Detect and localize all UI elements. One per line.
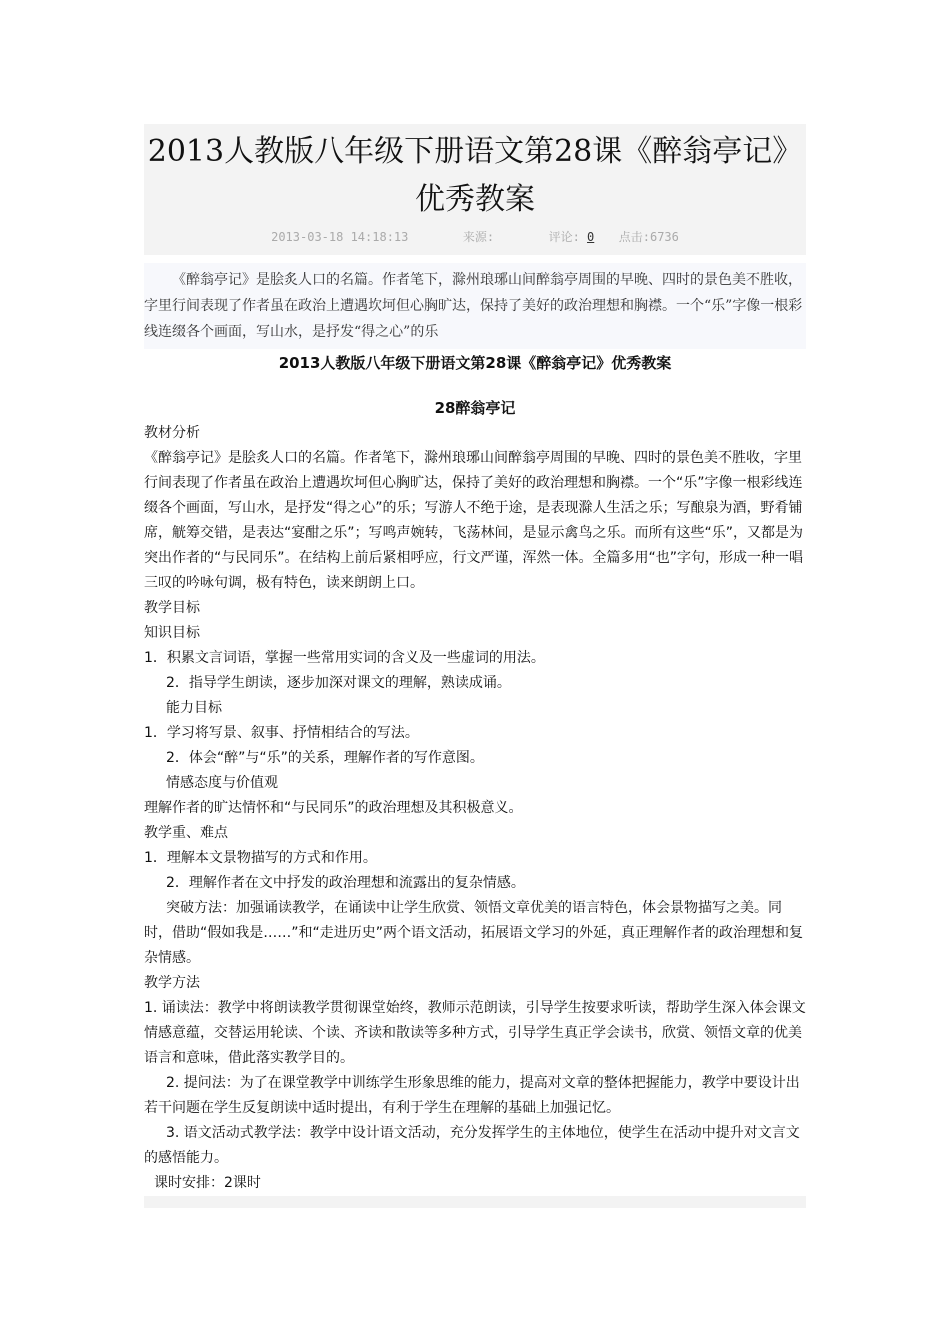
section-label: 情感态度与价值观 <box>166 775 278 791</box>
list-item: 1．学习将写景、叙事、抒情相结合的写法。 <box>144 725 419 741</box>
list-item: 1．积累文言词语，掌握一些常用实词的含义及一些虚词的用法。 <box>144 650 545 666</box>
list-item: 2. 提问法：为了在课堂教学中训练学生形象思维的能力，提高对文章的整体把握能力，教学中要设计出若干问题在学生反复朗读中适时提出，有利于学生在理解的基础上加强记忆。 <box>144 1075 800 1116</box>
list-item: 3. 语文活动式教学法：教学中设计语文活动，充分发挥学生的主体地位，使学生在活动中提升对文言文的感悟能力。 <box>144 1125 800 1166</box>
article-page <box>144 124 806 1208</box>
section-label: 教材分析 <box>144 425 200 441</box>
list-item: 2．理解作者在文中抒发的政治理想和流露出的复杂情感。 <box>166 875 525 891</box>
lesson-title: 28醉翁亭记 <box>434 399 516 417</box>
section-label: 知识目标 <box>144 625 200 641</box>
section-label: 教学方法 <box>144 975 200 991</box>
schedule: 课时安排：2课时 <box>154 1175 261 1191</box>
source-label: 来源: <box>462 230 495 244</box>
publish-date: 2013-03-18 14:18:13 <box>271 230 409 244</box>
section-label: 教学重、难点 <box>144 825 228 841</box>
comment-count-link[interactable]: 0 <box>587 230 595 244</box>
comment-label: 评论: <box>548 230 580 244</box>
page-title: 2013人教版八年级下册语文第28课《醉翁亭记》优秀教案 <box>147 134 803 217</box>
list-item: 2．指导学生朗读，逐步加深对课文的理解，熟读成诵。 <box>166 675 511 691</box>
article-meta <box>144 228 806 245</box>
article-heading: 2013人教版八年级下册语文第28课《醉翁亭记》优秀教案 <box>278 354 672 372</box>
paragraph: 理解作者的旷达情怀和“与民同乐”的政治理想及其积极意义。 <box>144 800 523 816</box>
list-item: 2．体会“醉”与“乐”的关系，理解作者的写作意图。 <box>166 750 484 766</box>
bottom-bar <box>144 1196 806 1208</box>
article-body <box>144 351 806 1196</box>
section-label: 教学目标 <box>144 600 200 616</box>
clicks-label: 点击: <box>618 230 650 244</box>
paragraph: 《醉翁亭记》是脍炙人口的名篇。作者笔下，滁州琅琊山间醉翁亭周围的早晚、四时的景色美不胜收，字里行间表现了作者虽在政治上遭遇坎坷但心胸旷达，保持了美好的政治理想和胸襟。一个“乐”字像一根彩线连缀各个画面，写山水，是抒发“得之心”的乐；写游人不绝于途，是表现滁人生活之乐；写酿泉为酒，野肴铺席，觥筹交错，是表达“宴酣之乐”；写鸣声婉转，飞荡林间，是显示禽鸟之乐。而所有这些“乐”，又都是为突出作者的“与民同乐”。在结构上前后紧相呼应，行文严谨，浑然一体。全篇多用“也”字句，形成一种一唱三叹的吟咏句调，极有特色，读来朗朗上口。 <box>144 450 804 591</box>
paragraph: 突破方法：加强诵读教学，在诵读中让学生欣赏、领悟文章优美的语言特色，体会景物描写之美。同时，借助“假如我是……”和“走进历史”两个语文活动，拓展语文学习的外延，真正理解作者的政治理想和复杂情感。 <box>144 900 804 966</box>
clicks-count: 6736 <box>649 230 679 244</box>
article-header <box>144 124 806 255</box>
article-summary: 《醉翁亭记》是脍炙人口的名篇。作者笔下，滁州琅琊山间醉翁亭周围的早晚、四时的景色美不胜收，字里行间表现了作者虽在政治上遭遇坎坷但心胸旷达，保持了美好的政治理想和胸襟。一个“乐”字像一根彩线连缀各个画面，写山水，是抒发“得之心”的乐 <box>144 263 806 349</box>
list-item: 1．理解本文景物描写的方式和作用。 <box>144 850 377 866</box>
list-item: 1. 诵读法：教学中将朗读教学贯彻课堂始终，教师示范朗读，引导学生按要求听读，帮助学生深入体会课文情感意蕴，交替运用轮读、个读、齐读和散读等多种方式，引导学生真正学会读书，欣赏、领悟文章的优美语言和意味，借此落实教学目的。 <box>144 1000 806 1066</box>
section-label: 能力目标 <box>166 700 222 716</box>
